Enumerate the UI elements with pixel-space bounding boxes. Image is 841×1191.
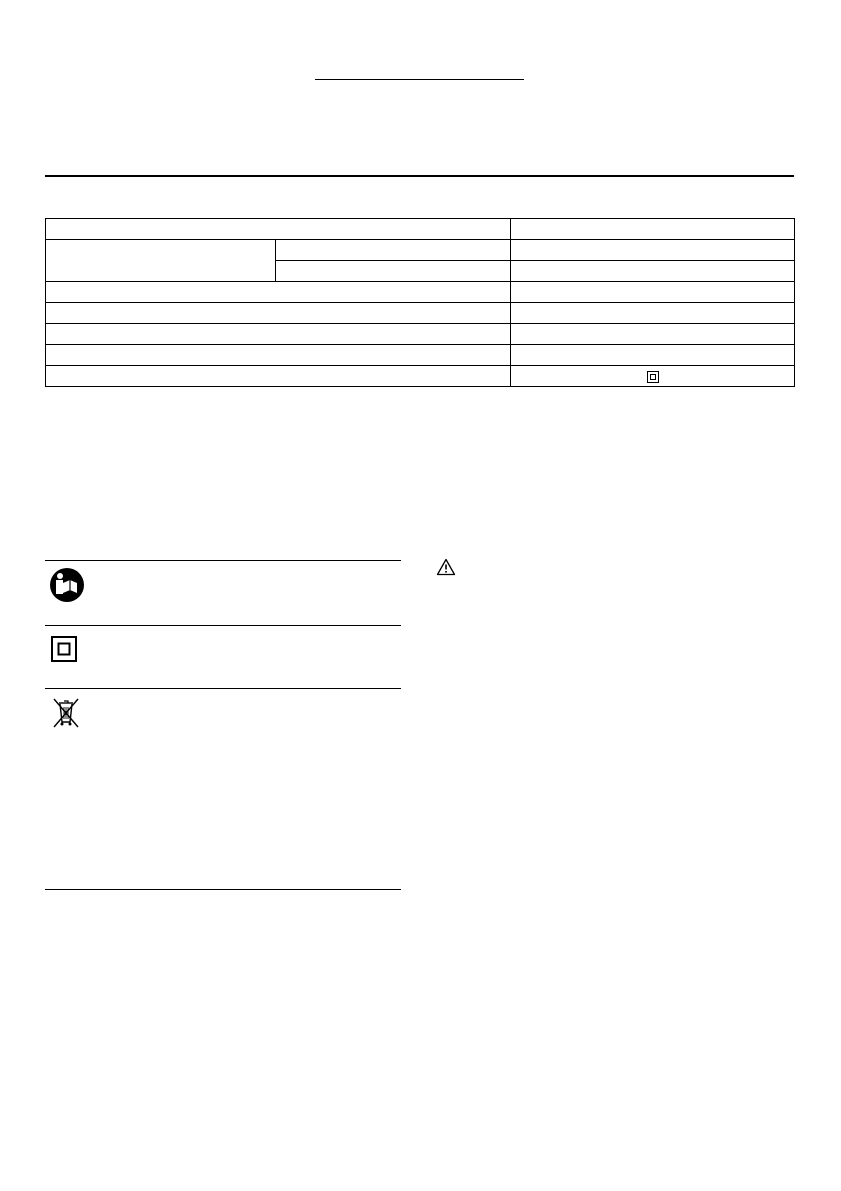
table-cell-label <box>46 366 511 387</box>
symbol-row-weee <box>45 688 401 890</box>
table-cell-value <box>511 219 795 240</box>
symbol-row-double-insulation <box>45 625 401 688</box>
section-header-rule <box>45 175 794 177</box>
table-cell-label <box>46 303 511 324</box>
double-insulation-icon <box>647 371 659 383</box>
table-cell-value <box>511 324 795 345</box>
read-manual-icon <box>49 567 85 603</box>
table-cell-label <box>46 324 511 345</box>
symbol-row-read-manual <box>45 560 401 625</box>
table-row <box>46 219 795 240</box>
table-cell-label <box>46 345 511 366</box>
table-row <box>46 282 795 303</box>
table-cell-value <box>511 303 795 324</box>
table-cell-sublabel <box>276 261 511 282</box>
table-cell-value <box>511 282 795 303</box>
title-underline <box>315 79 524 80</box>
table-row <box>46 345 795 366</box>
symbols-list <box>45 560 401 890</box>
double-insulation-icon <box>49 632 79 662</box>
table-row <box>46 303 795 324</box>
table-cell-sublabel <box>276 240 511 261</box>
table-cell-label <box>46 282 511 303</box>
table-cell-value <box>511 366 795 387</box>
table-cell-value <box>511 240 795 261</box>
table-row <box>46 366 795 387</box>
specification-table <box>45 218 795 387</box>
warning-triangle-icon <box>436 558 456 576</box>
crossed-out-wheelie-bin-icon <box>49 695 83 729</box>
table-cell-value <box>511 261 795 282</box>
table-row <box>46 240 795 261</box>
table-cell-value <box>511 345 795 366</box>
table-cell-label <box>46 219 511 240</box>
table-row <box>46 324 795 345</box>
table-cell-label <box>46 240 276 282</box>
